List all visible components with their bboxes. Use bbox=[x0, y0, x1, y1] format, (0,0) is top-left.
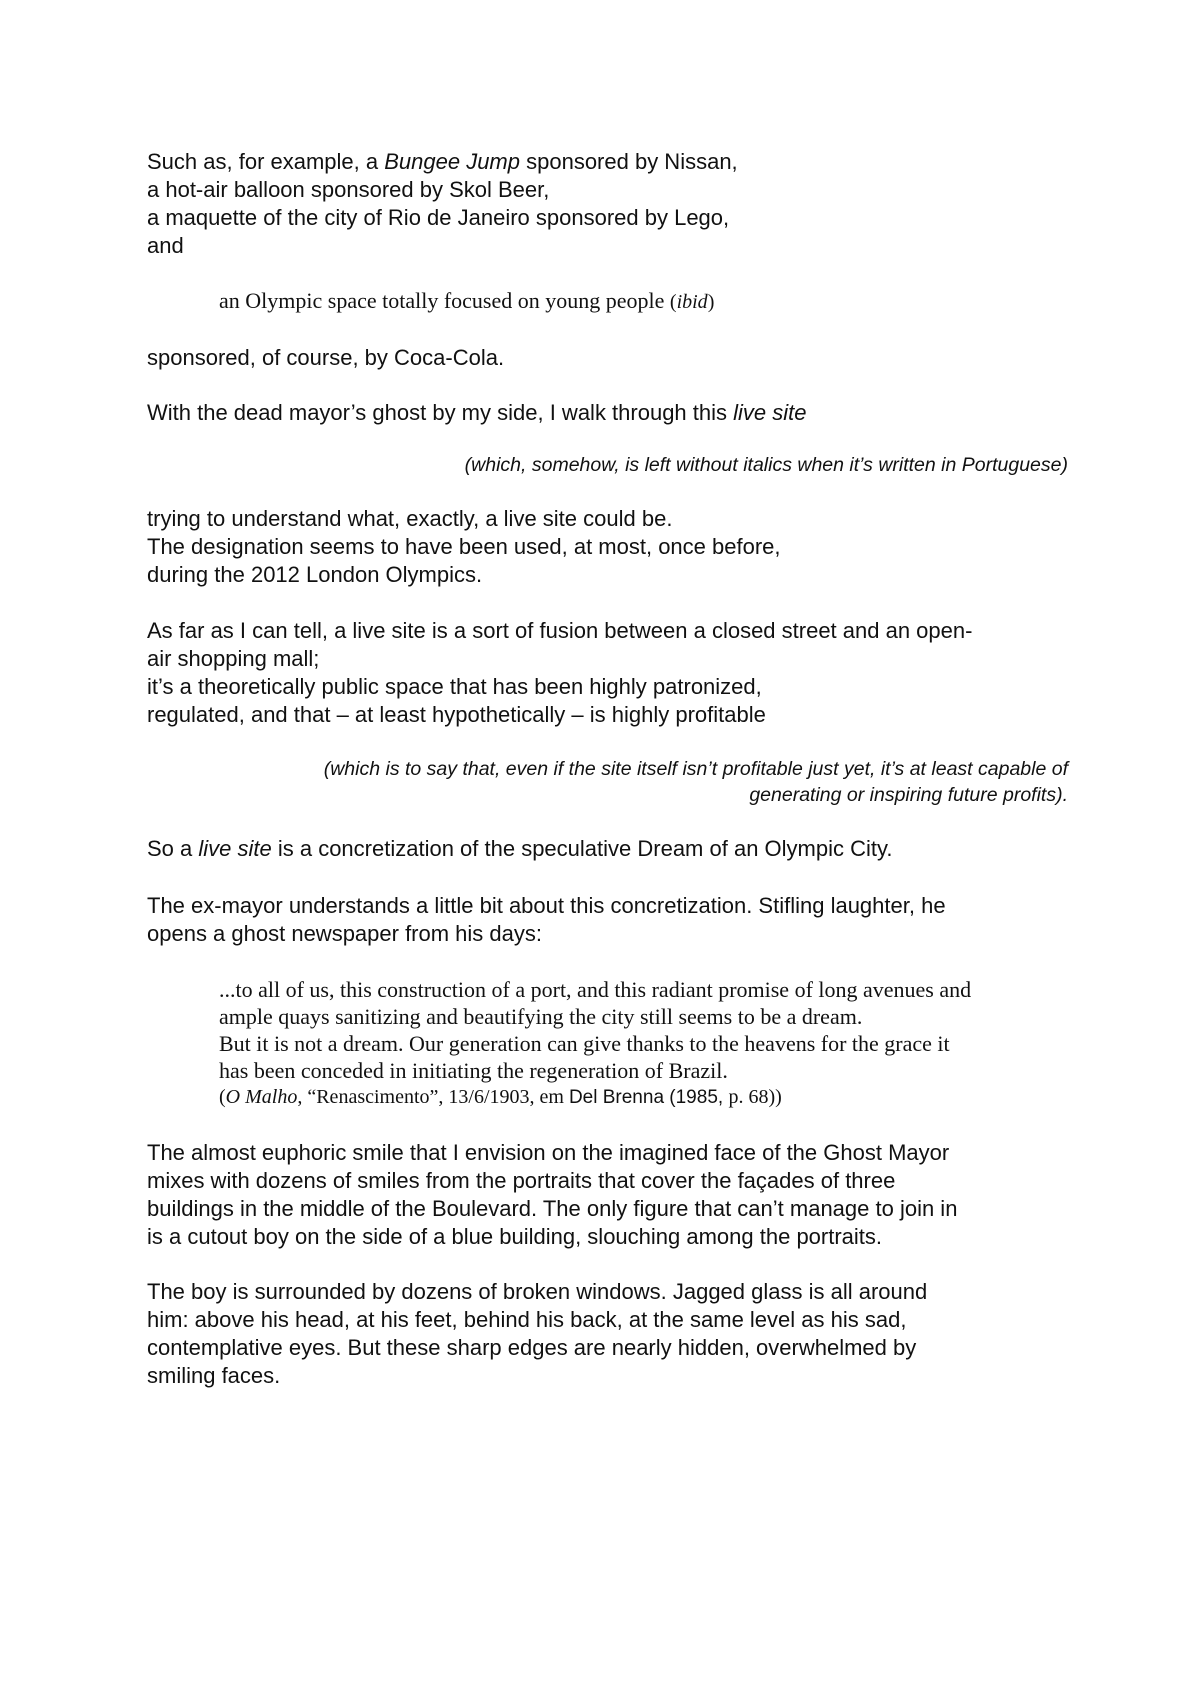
paragraph-line: it’s a theoretically public space that has been highly patronized, bbox=[147, 674, 762, 699]
paragraph-line: mixes with dozens of smiles from the portraits that cover the façades of three bbox=[147, 1168, 896, 1193]
paragraph-line: As far as I can tell, a live site is a sort of fusion between a closed street and an open- bbox=[147, 618, 973, 643]
intro-line: a hot-air balloon sponsored by Skol Beer, bbox=[147, 177, 550, 202]
paragraph-line: trying to understand what, exactly, a live site could be. bbox=[147, 506, 673, 531]
sponsored-line: sponsored, of course, by Coca-Cola. bbox=[147, 345, 505, 370]
paragraph-line: The almost euphoric smile that I envision on the imagined face of the Ghost Mayor bbox=[147, 1140, 950, 1165]
note-line: generating or inspiring future profits). bbox=[749, 784, 1068, 806]
note-line: (which is to say that, even if the site itself isn’t profitable just yet, it’s at least capable of bbox=[323, 758, 1068, 780]
ex-mayor-paragraph bbox=[147, 892, 1067, 948]
quote-line: ...to all of us, this construction of a port, and this radiant promise of long avenues and bbox=[219, 977, 972, 1002]
paragraph-line: smiling faces. bbox=[147, 1363, 281, 1388]
quote-line: has been conceded in initiating the regeneration of Brazil. bbox=[219, 1058, 728, 1083]
malho-block-quote bbox=[219, 976, 1069, 1111]
paragraph-line: air shopping mall; bbox=[147, 646, 320, 671]
intro-line: a maquette of the city of Rio de Janeiro sponsored by Lego, bbox=[147, 205, 730, 230]
paragraph-line: him: above his head, at his feet, behind his back, at the same level as his sad, bbox=[147, 1307, 907, 1332]
intro-paragraph bbox=[147, 148, 1067, 260]
paragraph-line: buildings in the middle of the Boulevard. The only figure that can’t manage to join in bbox=[147, 1196, 958, 1221]
paragraph-line: is a cutout boy on the side of a blue building, slouching among the portraits. bbox=[147, 1224, 883, 1249]
italics-note: (which, somehow, is left without italics when it’s written in Portuguese) bbox=[464, 454, 1068, 476]
profit-note bbox=[200, 756, 1068, 808]
fusion-paragraph bbox=[147, 617, 1067, 729]
paragraph-line: The ex-mayor understands a little bit about this concretization. Stifling laughter, he bbox=[147, 893, 946, 918]
concretization-line: So a live site is a concretization of the speculative Dream of an Olympic City. bbox=[147, 836, 893, 861]
paragraph-line: The designation seems to have been used, at most, once before, bbox=[147, 534, 781, 559]
broken-windows-paragraph bbox=[147, 1278, 1067, 1390]
intro-line: Such as, for example, a Bungee Jump sponsored by Nissan, bbox=[147, 149, 738, 174]
malho-citation: (O Malho, “Renascimento”, 13/6/1903, em Del Brenna (1985, p. 68)) bbox=[219, 1086, 782, 1108]
quote-line: ample quays sanitizing and beautifying the city still seems to be a dream. bbox=[219, 1004, 863, 1029]
paragraph-line: The boy is surrounded by dozens of broken windows. Jagged glass is all around bbox=[147, 1279, 928, 1304]
intro-line: and bbox=[147, 233, 184, 258]
live-site-paragraph bbox=[147, 505, 1067, 589]
paragraph-line: contemplative eyes. But these sharp edges are nearly hidden, overwhelmed by bbox=[147, 1335, 917, 1360]
paragraph-line: opens a ghost newspaper from his days: bbox=[147, 921, 543, 946]
euphoric-paragraph bbox=[147, 1139, 1067, 1251]
paragraph-line: during the 2012 London Olympics. bbox=[147, 562, 483, 587]
ibid-citation: (ibid) bbox=[669, 291, 715, 313]
ghost-walk-line: With the dead mayor’s ghost by my side, I walk through this live site bbox=[147, 400, 807, 425]
olympic-quote: an Olympic space totally focused on young people (ibid) bbox=[219, 288, 715, 313]
quote-line: But it is not a dream. Our generation can give thanks to the heavens for the grace it bbox=[219, 1031, 950, 1056]
paragraph-line: regulated, and that – at least hypothetically – is highly profitable bbox=[147, 702, 766, 727]
